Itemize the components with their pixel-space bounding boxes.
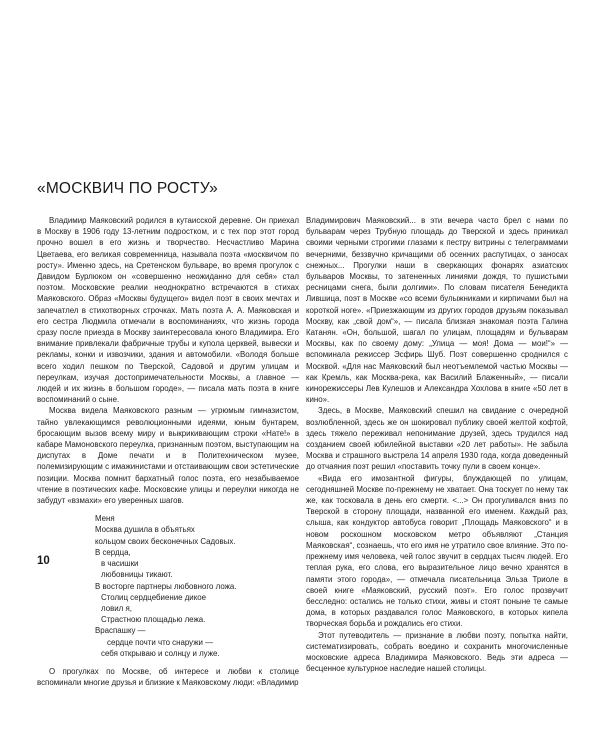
poem-quote	[95, 513, 299, 659]
poem-line: Меня	[95, 514, 115, 524]
poem-line: любовницы тикают.	[101, 570, 173, 580]
paragraph: Здесь, в Москве, Маяковский спешил на свидание с очередной возлюбленной, здесь же он шокировал публику своей желтой кофтой, здесь тяжело переживал непонимание друзей, здесь трудился над созданием своей юбилейной выставки «20 лет работы». Не забыла Москва и страшного выстрела 14 апреля 1930 года, когда доведенный до отчаяния поэт решил «поставить точку пули в своем конце».	[306, 406, 568, 472]
paragraph: О прогулках по Москве, об интересе и любви к столице вспоминали многие друзья и близкие к Маяковскому люди: «Владимир	[37, 666, 299, 688]
poem-line: Столиц сердцебиение дикое	[101, 592, 207, 602]
right-column	[306, 215, 568, 674]
paragraph: Этот путеводитель — признание в любви поэту, попытка найти, систематизировать, собрать воедино и сохранить многочисленные московские адреса Владимира Маяковского. Ведь эти адреса — бесценное культурное наследие нашей столицы.	[306, 630, 568, 674]
poem-line: в часишки	[101, 559, 139, 569]
poem-line: Страстною площадью лежа.	[101, 615, 206, 625]
page-number: 10	[37, 555, 50, 567]
paragraph: Владимир Маяковский родился в кутаисской деревне. Он приехал в Москву в 1906 году 13-летним подростком, и с тех пор этот город прочно вошел в его жизнь и творчество. Несчастливо Марина Цветаева, его великая современница, называла поэта «москвичом по росту». Именно здесь, на Сретенском бульваре, во время прогулок с Давидом Бурлюком он «совершенно неожиданно для себя» стал поэтом. Московские реалии неоднократно встречаются в стихах Маяковского. Образ «Москвы будущего» видел поэт в своих мечтах и запечатлел в стихотворных строчках. Мать поэта А. А. Маяковская и его сестра Людмила отмечали в воспоминаниях, что жизнь города сразу после приезда в Москву заинтересовала юного Владимира. Его внимание привлекали фабричные трубы и купола церквей, вывески и рекламы, конки и извозчики, здания и автомобили. «Володя больше всего ходил пешком по Тверской, Садовой и другим улицам и переулкам, изучая достопримечательности Москвы, а главное — людей и их жизнь в большом городе», — писала мать поэта в книге воспоминаний о сыне.	[37, 216, 299, 405]
poem-line: Враспашку —	[95, 626, 146, 636]
poem-line: ловил я,	[101, 603, 132, 613]
poem-line: себя открываю и солнцу и луже.	[101, 648, 220, 658]
paragraph: Владимирович Маяковский... в эти вечера часто брел с нами по бульварам через Трубную площадь до Тверской и здесь приникал своими черными строгими глазами к пестру витрины с телеграммами вечерними, беззвучно кричащими об осенних распутицах, о заносах снежных... Прогулки наши в сверкающих фонарях азиатских бульваров Москвы, то затененных линиями дождя, то пушистыми ресницами снега, были долгими». По словам писателя Бенедикта Лившица, поэт в Москве «со всеми булыжниками и кирпичами был на короткой ноге». «Приезжающим из других городов друзьям показывал Москву, как „свой дом“», — писала близкая знакомая поэта Галина Катанян. «Он, большой, шагал по улицам, площадям и бульварам Москвы, как по своему дому: „Улица — моя! Дома — мои!“» — вспоминала режиссер Эсфирь Шуб. Поэт совершенно сроднился с Москвой. «Для нас Маяковский был неотъемлемой частью Москвы — как Кремль, как Москва-река, как Василий Блаженный», — писали кинорежиссеры Лев Кулешов и Александра Хохлова в книге «50 лет в кино».	[306, 216, 568, 405]
left-column	[37, 215, 299, 688]
paragraph: Москва видела Маяковского разным — угрюмым гимназистом, тайно увлекающимся революционными идеями, юным бунтарем, бросающим вызов всему миру и выкрикивающим строки «Нате!» в кабаре Мамоновского переулка, признанным поэтом, выступающим на диспутах в Доме печати и в Политехническом музее, полемизирующим с имажинистами и отстаивающим свои эстетические позиции. Москва помнит бархатный голос поэта, его незабываемое чтение в поэтических кафе. Московские улицы и переулки никогда не забудут «взмахи» его уверенных шагов.	[37, 406, 299, 506]
poem-line: В сердца,	[95, 547, 131, 557]
poem-line: Москва душила в объятьях	[95, 525, 195, 535]
paragraph: «Вида его имозантной фигуры, блуждающей по улицам, сегодняшней Москве по-прежнему не хватает. Она тоскует по нему так же, как тосковала в день его смерти. <...> Он прогуливался вниз по Тверской в сторону площади, названной его именем. Каждый раз, слыша, как кондуктор автобуса говорит „Площадь Маяковского“ и в новом роскошном московском метро объявляют „Станция Маяковская“, сознаешь, что его имя не утратило свое влияние. Это по-прежнему имя человека, чей голос звучит в сердцах тысяч людей. Его теплая рука, его слова, его выразительное лицо вечно хранятся в памяти этого города», — отмечала писательница Эльза Триоле в своей книге «Маяковский, русский поэт». Его голос прозвучит бесследно: остались не только стихи, живы и стоят поныне те самые дома, в которых раздавался голос Маяковского, в которых кипела творческая борьба и рождались его стихи.	[306, 473, 569, 629]
poem-line: сердце почти что снаружи —	[107, 637, 213, 647]
poem-line: В восторге партнеры любовного ложа.	[95, 581, 237, 591]
poem-line: кольцом своих бесконечных Садовых.	[95, 536, 236, 546]
chapter-title: «МОСКВИЧ ПО РОСТУ»	[37, 180, 219, 197]
